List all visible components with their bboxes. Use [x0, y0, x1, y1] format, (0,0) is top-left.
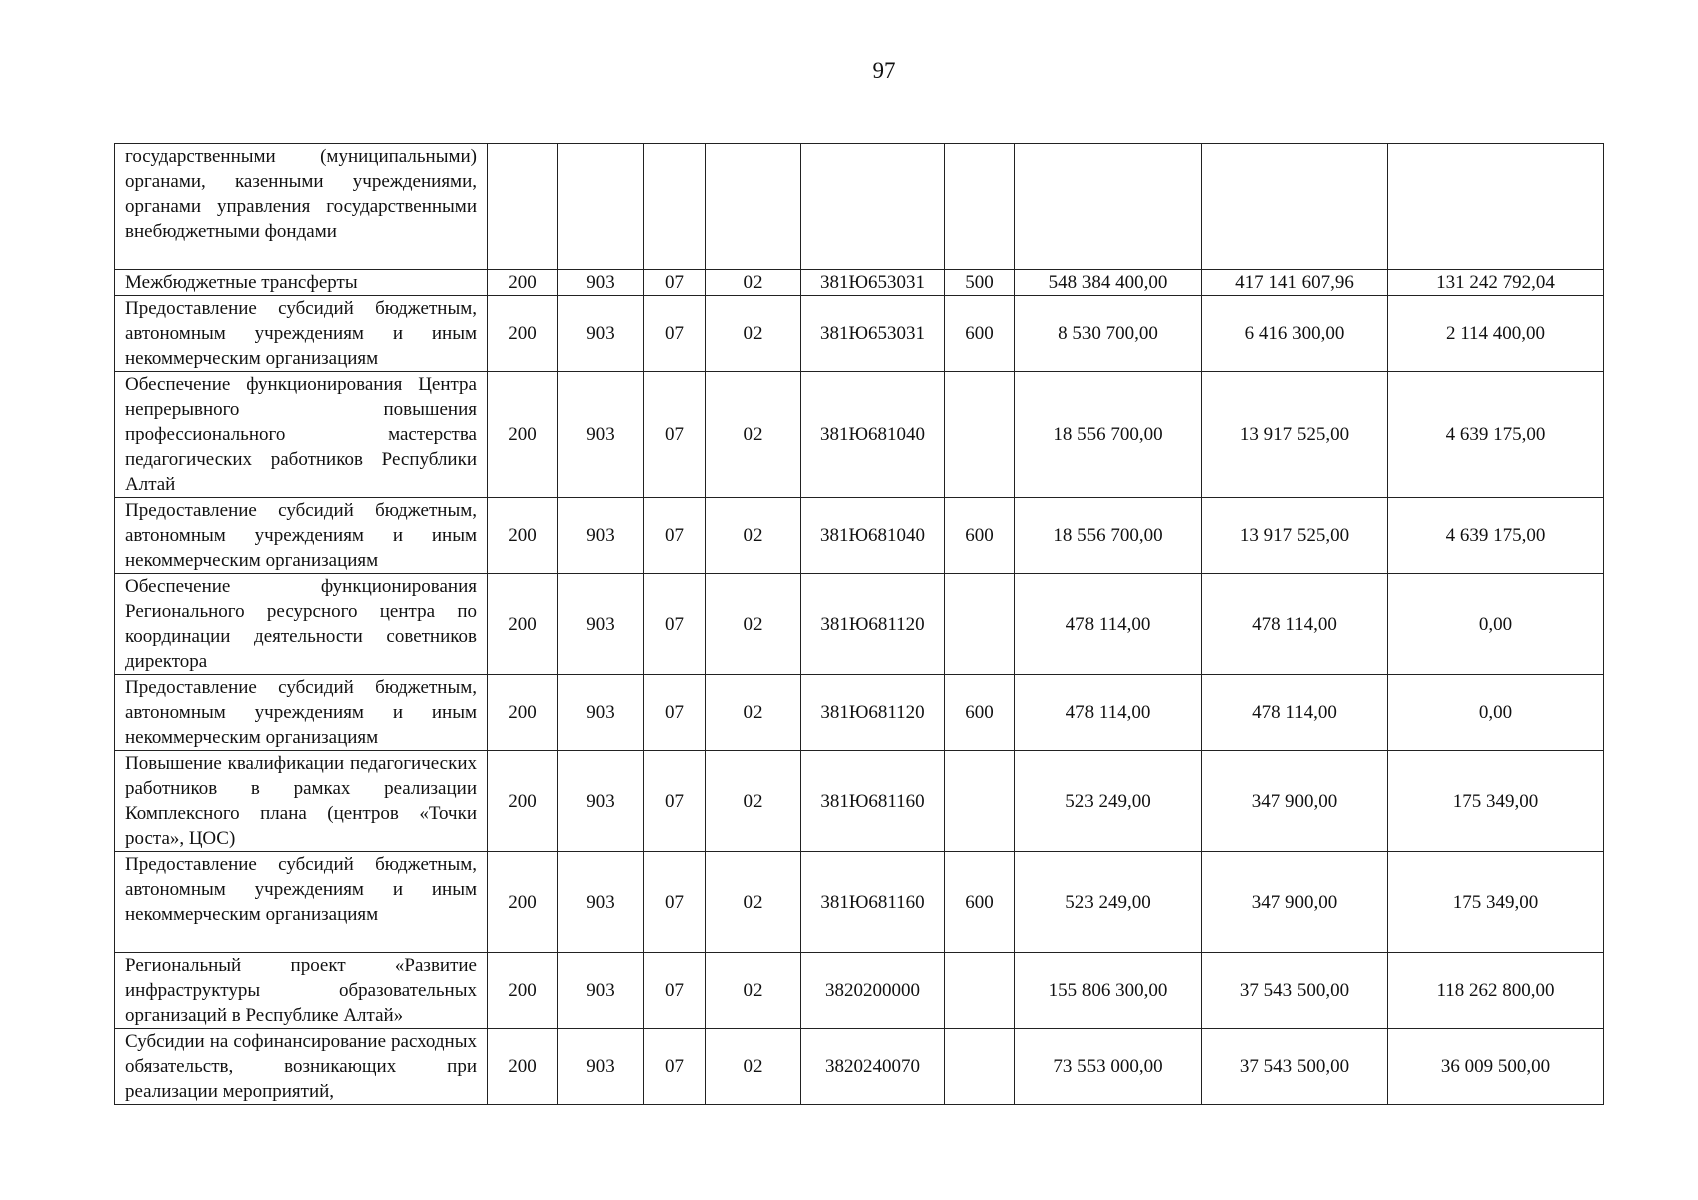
cell-amount-federal: 6 416 300,00 — [1202, 296, 1388, 372]
cell-section: 07 — [644, 296, 706, 372]
cell-admin-code: 200 — [488, 675, 558, 751]
cell-amount-federal: 478 114,00 — [1202, 574, 1388, 675]
cell-ministry-code: 903 — [558, 751, 644, 852]
cell-amount-total: 523 249,00 — [1015, 751, 1202, 852]
cell-amount-federal: 347 900,00 — [1202, 751, 1388, 852]
cell-amount-federal: 37 543 500,00 — [1202, 953, 1388, 1029]
cell-amount-regional: 175 349,00 — [1388, 852, 1604, 953]
cell-target-article: 381Ю681120 — [801, 675, 945, 751]
cell-admin-code: 200 — [488, 498, 558, 574]
cell-amount-total: 18 556 700,00 — [1015, 498, 1202, 574]
row-description: Предоставление субсидий бюджетным, автономным учреждениям и иным некоммерческим организациям — [115, 296, 488, 372]
cell-amount-federal: 347 900,00 — [1202, 852, 1388, 953]
cell-section: 07 — [644, 751, 706, 852]
cell-amount-federal: 13 917 525,00 — [1202, 372, 1388, 498]
cell-amount-regional: 0,00 — [1388, 574, 1604, 675]
cell-amount-regional: 175 349,00 — [1388, 751, 1604, 852]
cell-section: 07 — [644, 675, 706, 751]
cell-expense-type — [945, 372, 1015, 498]
table-row — [115, 574, 1604, 675]
cell-target-article: 381Ю653031 — [801, 270, 945, 296]
cell-subsection: 02 — [706, 296, 801, 372]
table-row — [115, 751, 1604, 852]
cell-subsection: 02 — [706, 953, 801, 1029]
cell-expense-type — [945, 751, 1015, 852]
cell-expense-type: 600 — [945, 296, 1015, 372]
cell-amount-regional: 2 114 400,00 — [1388, 296, 1604, 372]
cell-expense-type: 500 — [945, 270, 1015, 296]
cell-admin-code: 200 — [488, 751, 558, 852]
row-description: Предоставление субсидий бюджетным, автономным учреждениям и иным некоммерческим организациям — [115, 852, 488, 953]
cell-amount-regional: 4 639 175,00 — [1388, 372, 1604, 498]
row-description: Повышение квалификации педагогических работников в рамках реализации Комплексного плана (центров «Точки роста», ЦОС) — [115, 751, 488, 852]
cell-ministry-code — [558, 144, 644, 270]
cell-expense-type — [945, 953, 1015, 1029]
cell-amount-total: 523 249,00 — [1015, 852, 1202, 953]
cell-amount-total: 478 114,00 — [1015, 675, 1202, 751]
budget-table — [114, 143, 1604, 1105]
cell-expense-type — [945, 144, 1015, 270]
cell-amount-regional — [1388, 144, 1604, 270]
cell-expense-type — [945, 1029, 1015, 1105]
cell-amount-regional: 131 242 792,04 — [1388, 270, 1604, 296]
row-description: Предоставление субсидий бюджетным, автономным учреждениям и иным некоммерческим организациям — [115, 675, 488, 751]
cell-ministry-code: 903 — [558, 953, 644, 1029]
cell-target-article: 381Ю681120 — [801, 574, 945, 675]
table-row — [115, 372, 1604, 498]
cell-ministry-code: 903 — [558, 574, 644, 675]
page-number: 97 — [872, 58, 896, 83]
cell-amount-total: 73 553 000,00 — [1015, 1029, 1202, 1105]
cell-subsection: 02 — [706, 574, 801, 675]
cell-admin-code: 200 — [488, 372, 558, 498]
cell-subsection: 02 — [706, 498, 801, 574]
cell-subsection: 02 — [706, 852, 801, 953]
cell-amount-federal: 417 141 607,96 — [1202, 270, 1388, 296]
cell-ministry-code: 903 — [558, 270, 644, 296]
cell-admin-code: 200 — [488, 852, 558, 953]
cell-admin-code: 200 — [488, 1029, 558, 1105]
cell-subsection: 02 — [706, 372, 801, 498]
cell-target-article: 381Ю681160 — [801, 852, 945, 953]
table-row — [115, 296, 1604, 372]
cell-target-article: 381Ю681040 — [801, 372, 945, 498]
cell-amount-total — [1015, 144, 1202, 270]
cell-subsection: 02 — [706, 751, 801, 852]
cell-subsection: 02 — [706, 1029, 801, 1105]
cell-amount-regional: 118 262 800,00 — [1388, 953, 1604, 1029]
row-description: Субсидии на софинансирование расходных обязательств, возникающих при реализации мероприятий, — [115, 1029, 488, 1105]
cell-admin-code: 200 — [488, 953, 558, 1029]
cell-target-article — [801, 144, 945, 270]
cell-subsection: 02 — [706, 270, 801, 296]
row-description: Межбюджетные трансферты — [115, 270, 488, 296]
cell-expense-type: 600 — [945, 498, 1015, 574]
cell-section: 07 — [644, 1029, 706, 1105]
cell-section: 07 — [644, 852, 706, 953]
cell-amount-total: 478 114,00 — [1015, 574, 1202, 675]
table-row — [115, 270, 1604, 296]
table-row — [115, 1029, 1604, 1105]
cell-section: 07 — [644, 953, 706, 1029]
cell-admin-code: 200 — [488, 296, 558, 372]
cell-amount-regional: 36 009 500,00 — [1388, 1029, 1604, 1105]
table-row — [115, 953, 1604, 1029]
table-row — [115, 498, 1604, 574]
cell-ministry-code: 903 — [558, 675, 644, 751]
cell-section: 07 — [644, 574, 706, 675]
row-description: Обеспечение функционирования Регионального ресурсного центра по координации деятельности советников директора — [115, 574, 488, 675]
row-description: государственными (муниципальными) органами, казенными учреждениями, органами управления государственными внебюджетными фондами — [115, 144, 488, 270]
cell-amount-regional: 0,00 — [1388, 675, 1604, 751]
cell-amount-regional: 4 639 175,00 — [1388, 498, 1604, 574]
table-row — [115, 852, 1604, 953]
row-description: Предоставление субсидий бюджетным, автономным учреждениям и иным некоммерческим организациям — [115, 498, 488, 574]
cell-expense-type: 600 — [945, 852, 1015, 953]
cell-section: 07 — [644, 498, 706, 574]
cell-section: 07 — [644, 270, 706, 296]
cell-target-article: 381Ю681160 — [801, 751, 945, 852]
cell-ministry-code: 903 — [558, 852, 644, 953]
cell-admin-code: 200 — [488, 270, 558, 296]
cell-expense-type — [945, 574, 1015, 675]
cell-ministry-code: 903 — [558, 498, 644, 574]
cell-amount-total: 8 530 700,00 — [1015, 296, 1202, 372]
cell-amount-total: 18 556 700,00 — [1015, 372, 1202, 498]
cell-admin-code: 200 — [488, 574, 558, 675]
cell-amount-federal: 13 917 525,00 — [1202, 498, 1388, 574]
cell-expense-type: 600 — [945, 675, 1015, 751]
cell-amount-federal — [1202, 144, 1388, 270]
cell-amount-total: 548 384 400,00 — [1015, 270, 1202, 296]
cell-amount-federal: 37 543 500,00 — [1202, 1029, 1388, 1105]
cell-ministry-code: 903 — [558, 372, 644, 498]
cell-target-article: 381Ю681040 — [801, 498, 945, 574]
cell-ministry-code: 903 — [558, 1029, 644, 1105]
cell-subsection: 02 — [706, 675, 801, 751]
cell-target-article: 3820200000 — [801, 953, 945, 1029]
cell-target-article: 3820240070 — [801, 1029, 945, 1105]
cell-section — [644, 144, 706, 270]
cell-amount-federal: 478 114,00 — [1202, 675, 1388, 751]
table-row — [115, 675, 1604, 751]
row-description: Региональный проект «Развитие инфраструктуры образовательных организаций в Республике Алтай» — [115, 953, 488, 1029]
cell-section: 07 — [644, 372, 706, 498]
table-row — [115, 144, 1604, 270]
cell-target-article: 381Ю653031 — [801, 296, 945, 372]
row-description: Обеспечение функционирования Центра непрерывного повышения профессионального мастерства педагогических работников Республики Алтай — [115, 372, 488, 498]
cell-ministry-code: 903 — [558, 296, 644, 372]
cell-amount-total: 155 806 300,00 — [1015, 953, 1202, 1029]
cell-subsection — [706, 144, 801, 270]
cell-admin-code — [488, 144, 558, 270]
